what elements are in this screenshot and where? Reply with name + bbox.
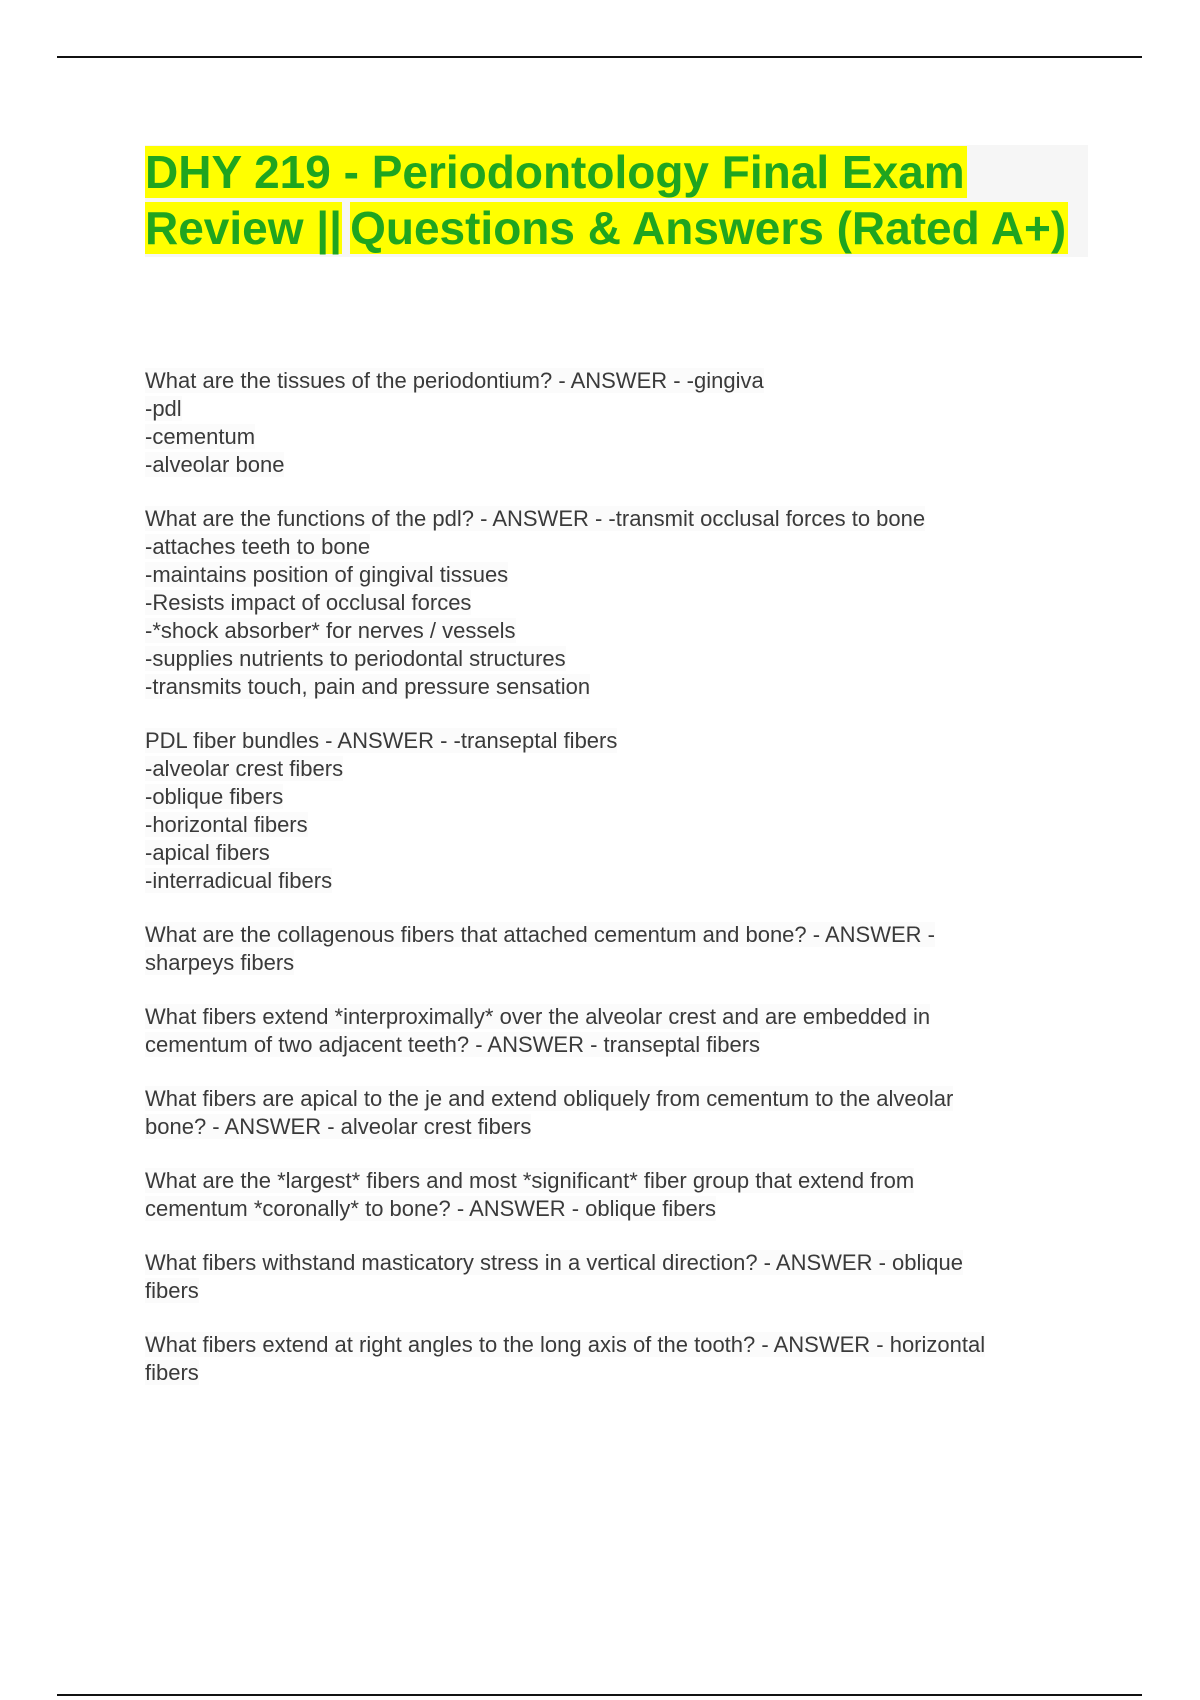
top-divider (57, 56, 1142, 58)
qa-line-text: cementum of two adjacent teeth? - ANSWER - transeptal fibers (145, 1032, 761, 1057)
qa-item (145, 921, 1085, 977)
qa-item (145, 1167, 1085, 1223)
qa-answer-line (145, 811, 1085, 839)
qa-answer-line (145, 1359, 1085, 1387)
qa-line-text: -supplies nutrients to periodontal structures (145, 646, 566, 671)
qa-answer-line (145, 645, 1085, 673)
title-line-2-part-2: Questions & Answers (Rated A+) (350, 202, 1067, 254)
qa-answer-line (145, 1031, 1085, 1059)
qa-answer-line (145, 867, 1085, 895)
qa-line-text: What are the collagenous fibers that attached cementum and bone? - ANSWER - (145, 922, 935, 947)
qa-item (145, 1331, 1085, 1387)
qa-answer-line (145, 395, 1085, 423)
qa-answer-line (145, 839, 1085, 867)
qa-question-line (145, 367, 1085, 395)
qa-line-text: sharpeys fibers (145, 950, 295, 975)
qa-answer-line (145, 451, 1085, 479)
qa-line-text: fibers (145, 1278, 199, 1303)
qa-question-line (145, 921, 1085, 949)
qa-question-line (145, 1085, 1085, 1113)
qa-answer-line (145, 1277, 1085, 1305)
qa-line-text: -attaches teeth to bone (145, 534, 371, 559)
qa-line-text: -alveolar crest fibers (145, 756, 344, 781)
qa-line-text: What fibers withstand masticatory stress in a vertical direction? - ANSWER - oblique (145, 1250, 963, 1275)
title-line-2-part-1: Review || (145, 202, 343, 254)
qa-line-text: -cementum (145, 424, 256, 449)
qa-answer-line (145, 1113, 1085, 1141)
qa-question-line (145, 727, 1085, 755)
qa-line-text: cementum *coronally* to bone? - ANSWER - oblique fibers (145, 1196, 717, 1221)
qa-line-text: -transmits touch, pain and pressure sensation (145, 674, 591, 699)
title-line-1-text: DHY 219 - Periodontology Final Exam (145, 146, 965, 198)
qa-answer-line (145, 673, 1085, 701)
qa-question-line (145, 1331, 1085, 1359)
qa-item (145, 727, 1085, 895)
qa-answer-line (145, 533, 1085, 561)
qa-answer-line (145, 783, 1085, 811)
qa-answer-line (145, 589, 1085, 617)
qa-item (145, 1249, 1085, 1305)
qa-line-text: -alveolar bone (145, 452, 285, 477)
qa-line-text: What fibers extend *interproximally* over the alveolar crest and are embedded in (145, 1004, 931, 1029)
qa-answer-line (145, 423, 1085, 451)
qa-item (145, 1003, 1085, 1059)
qa-answer-line (145, 617, 1085, 645)
bottom-divider (57, 1694, 1142, 1696)
qa-line-text: What are the functions of the pdl? - ANSWER - -transmit occlusal forces to bone (145, 506, 926, 531)
qa-line-text: -maintains position of gingival tissues (145, 562, 509, 587)
qa-question-line (145, 1167, 1085, 1195)
qa-question-line (145, 505, 1085, 533)
qa-answer-line (145, 949, 1085, 977)
qa-answer-line (145, 755, 1085, 783)
qa-line-text: -interradicual fibers (145, 868, 333, 893)
qa-line-text: -Resists impact of occlusal forces (145, 590, 472, 615)
qa-line-text: -*shock absorber* for nerves / vessels (145, 618, 516, 643)
qa-item (145, 1085, 1085, 1141)
qa-list (145, 367, 1085, 1413)
qa-line-text: -horizontal fibers (145, 812, 308, 837)
qa-line-text: -oblique fibers (145, 784, 284, 809)
document-title (145, 145, 1088, 257)
qa-line-text: fibers (145, 1360, 199, 1385)
title-line-1 (145, 145, 967, 199)
qa-line-text: What fibers are apical to the je and extend obliquely from cementum to the alveolar (145, 1086, 954, 1111)
qa-line-text: What fibers extend at right angles to the long axis of the tooth? - ANSWER - horizontal (145, 1332, 986, 1357)
qa-answer-line (145, 561, 1085, 589)
qa-answer-line (145, 1195, 1085, 1223)
qa-line-text: What are the tissues of the periodontium? - ANSWER - -gingiva (145, 368, 764, 393)
qa-line-text: -pdl (145, 396, 182, 421)
qa-item (145, 367, 1085, 479)
qa-line-text: What are the *largest* fibers and most *significant* fiber group that extend from (145, 1168, 915, 1193)
qa-item (145, 505, 1085, 701)
qa-line-text: PDL fiber bundles - ANSWER - -transeptal fibers (145, 728, 618, 753)
qa-line-text: bone? - ANSWER - alveolar crest fibers (145, 1114, 532, 1139)
qa-question-line (145, 1249, 1085, 1277)
qa-question-line (145, 1003, 1085, 1031)
qa-line-text: -apical fibers (145, 840, 270, 865)
title-line-2 (145, 201, 1068, 255)
